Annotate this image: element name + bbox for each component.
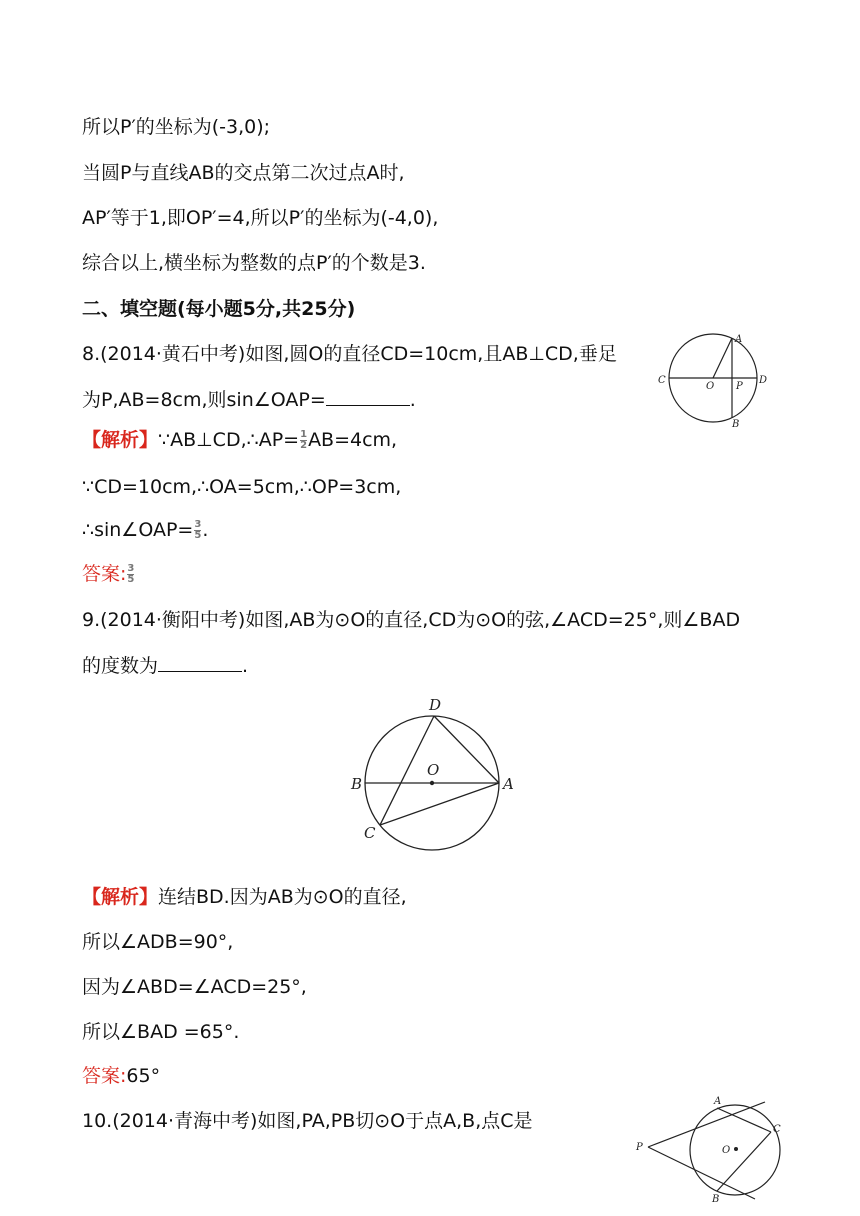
question-8-text: 8.(2014·黄石中考)如图,圆O的直径CD=10cm,且AB⊥CD,垂足 xyxy=(82,343,617,365)
question-9-figure xyxy=(345,695,525,845)
fraction-numerator: 3 xyxy=(127,563,135,574)
question-9-text-end: . xyxy=(242,655,249,677)
answer-blank xyxy=(326,387,410,406)
label-p: P xyxy=(736,381,743,392)
answer-label: 答案: xyxy=(82,563,127,585)
text-line: 所以P′的坐标为(-3,0); xyxy=(82,116,271,138)
solution-text: 连结BD.因为AB为⊙O的直径, xyxy=(158,886,407,908)
solution-text: ∴sin∠OAP= xyxy=(82,519,194,541)
solution-text: AB=4cm, xyxy=(308,429,398,451)
label-o: O xyxy=(722,1145,731,1156)
label-a: A xyxy=(503,775,514,793)
label-d: D xyxy=(759,375,768,386)
center-point xyxy=(734,1147,738,1151)
question-8-solution-2: ∵CD=10cm,∴OA=5cm,∴OP=3cm, xyxy=(82,476,402,498)
label-b: B xyxy=(351,775,363,793)
question-8-figure xyxy=(650,330,780,430)
label-c: C xyxy=(364,824,376,842)
answer-blank xyxy=(158,653,242,672)
label-b: B xyxy=(712,1194,720,1205)
fraction xyxy=(127,564,134,585)
fraction-numerator: 3 xyxy=(194,519,202,530)
solution-label: 【解析】 xyxy=(82,886,159,908)
label-a: A xyxy=(714,1096,722,1107)
solution-text: ∵AB⊥CD,∴AP= xyxy=(158,429,300,451)
question-9-answer xyxy=(82,1064,160,1088)
question-10-text: 10.(2014·青海中考)如图,PA,PB切⊙O于点A,B,点C是 xyxy=(82,1110,533,1132)
question-8-text xyxy=(82,387,416,412)
center-point xyxy=(430,781,434,785)
solution-label: 【解析】 xyxy=(82,429,159,451)
tangent-pb xyxy=(648,1147,755,1199)
question-9-solution-1 xyxy=(82,885,407,909)
text-line: 综合以上,横坐标为整数的点P′的个数是3. xyxy=(82,252,426,274)
label-o: O xyxy=(427,761,440,779)
chord-cb xyxy=(717,1132,771,1191)
chord-ac xyxy=(717,1108,771,1132)
label-c: C xyxy=(658,375,666,386)
label-a: A xyxy=(735,334,743,345)
question-8-text-end: . xyxy=(409,389,416,411)
fraction-denominator: 5 xyxy=(194,530,202,541)
label-d: D xyxy=(429,696,442,714)
question-8-answer xyxy=(82,562,135,586)
fraction-numerator: 1 xyxy=(300,429,308,440)
fraction xyxy=(300,430,307,451)
solution-text: . xyxy=(202,519,209,541)
question-9-solution-2: 所以∠ADB=90°, xyxy=(82,931,234,953)
question-9-text-part: 的度数为 xyxy=(82,655,159,677)
segment-oa xyxy=(713,338,732,378)
section-title: 二、填空题(每小题5分,共25分) xyxy=(82,298,356,320)
fraction-denominator: 5 xyxy=(127,574,135,585)
label-c: C xyxy=(773,1124,781,1135)
text-line: 当圆P与直线AB的交点第二次过点A时, xyxy=(82,162,405,184)
question-8-solution-3 xyxy=(82,518,208,542)
question-8-solution-1 xyxy=(82,428,397,452)
label-b: B xyxy=(732,419,740,430)
answer-value: 65° xyxy=(126,1065,161,1087)
question-9-text xyxy=(82,653,248,678)
label-p: P xyxy=(636,1142,643,1153)
question-10-figure xyxy=(630,1095,790,1205)
question-9-solution-4: 所以∠BAD =65°. xyxy=(82,1021,240,1043)
label-o: O xyxy=(706,381,715,392)
fraction xyxy=(194,520,201,541)
answer-label: 答案: xyxy=(82,1065,127,1087)
text-line: AP′等于1,即OP′=4,所以P′的坐标为(-4,0), xyxy=(82,207,439,229)
tangent-pa xyxy=(648,1102,765,1147)
question-9-solution-3: 因为∠ABD=∠ACD=25°, xyxy=(82,976,307,998)
question-9-text: 9.(2014·衡阳中考)如图,AB为⊙O的直径,CD为⊙O的弦,∠ACD=25°,则∠BAD xyxy=(82,609,741,631)
question-8-text-part: 为P,AB=8cm,则sin∠OAP= xyxy=(82,389,326,411)
fraction-denominator: 2 xyxy=(300,440,308,451)
